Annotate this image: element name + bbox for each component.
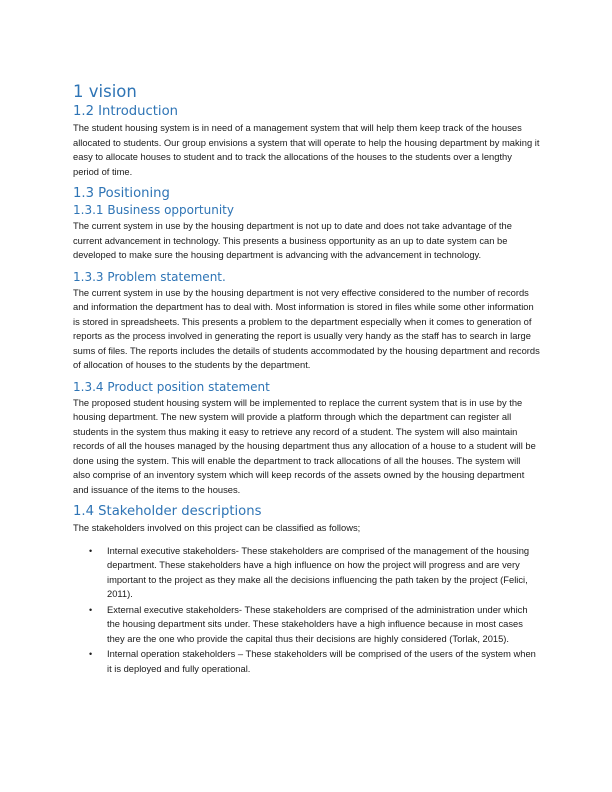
- document-body: [73, 82, 540, 677]
- paragraph-stakeholders-intro: The stakeholders involved on this project can be classified as follows;: [73, 523, 361, 533]
- list-item: [73, 603, 540, 647]
- paragraph-business-opportunity: The current system in use by the housing department is not up to date and does not take advantage of the current advancement in technology. This presents a business opportunity as an up to date system can be developed to make sure the housing department is advancing with the advancement in technology.: [73, 221, 512, 260]
- list-item-text: Internal operation stakeholders – These stakeholders will be comprised of the users of the system when it is deployed and fully operational.: [107, 649, 536, 674]
- list-item-text: External executive stakeholders- These stakeholders are comprised of the administration under which the housing department sits under. These stakeholders have a high influence because in most cases they are the one who provide the capital thus their decisions are highly considered (Torlak, 2015).: [107, 604, 528, 644]
- heading-stakeholder-descriptions: 1.4 Stakeholder descriptions: [73, 504, 262, 519]
- stakeholder-list: [73, 544, 540, 677]
- heading-product-position: 1.3.4 Product position statement: [73, 379, 270, 394]
- heading-vision: 1 vision: [73, 82, 137, 101]
- list-item: [73, 647, 540, 676]
- bullet-icon: •: [89, 545, 93, 556]
- heading-problem-statement: 1.3.3 Problem statement.: [73, 269, 226, 284]
- paragraph-product-position: The proposed student housing system will be implemented to replace the current system that is in use by the housing department. The new system will provide a platform through which the department can register all students in the system thus making it easy to retrieve any record of a student. The system will also maintain records of all the houses managed by the housing department thus any allocation of a house to a student will be done using the system. This will enable the department to track allocations of all the houses. The system will also comprise of an inventory system which will keep records of the assets owned by the housing department and issuance of the items to the houses.: [73, 397, 536, 495]
- paragraph-introduction: The student housing system is in need of a management system that will help them keep track of the houses allocated to students. Our group envisions a system that will operate to help the housing department by making it easy to allocate houses to student and to track the allocations of the houses to the students over a lengthy period of time.: [73, 123, 540, 177]
- bullet-icon: •: [89, 649, 93, 659]
- bullet-icon: •: [89, 604, 93, 615]
- list-item: [73, 544, 540, 602]
- heading-positioning: 1.3 Positioning: [73, 186, 170, 201]
- heading-business-opportunity: 1.3.1 Business opportunity: [73, 203, 234, 217]
- list-item-text: Internal executive stakeholders- These stakeholders are comprised of the management of the housing department. These stakeholders have a high influence on how the project will progress and are very important to the project as they make all the decisions influencing the path taken by the project (Felici, 2011).: [107, 545, 530, 599]
- paragraph-problem-statement: The current system in use by the housing department is not very effective considered to the number of records and information the department has to deal with. Most information is stored in files while some other information is stored in spreadsheets. This presents a problem to the department especially when it comes to generation of reports as the process involved in generating the report is usually very handy as the staff has to search in large sums of files. The reports includes the details of students accommodated by the housing department and records of allocation of houses to the students by the department.: [73, 287, 540, 370]
- heading-introduction: 1.2 Introduction: [73, 104, 179, 119]
